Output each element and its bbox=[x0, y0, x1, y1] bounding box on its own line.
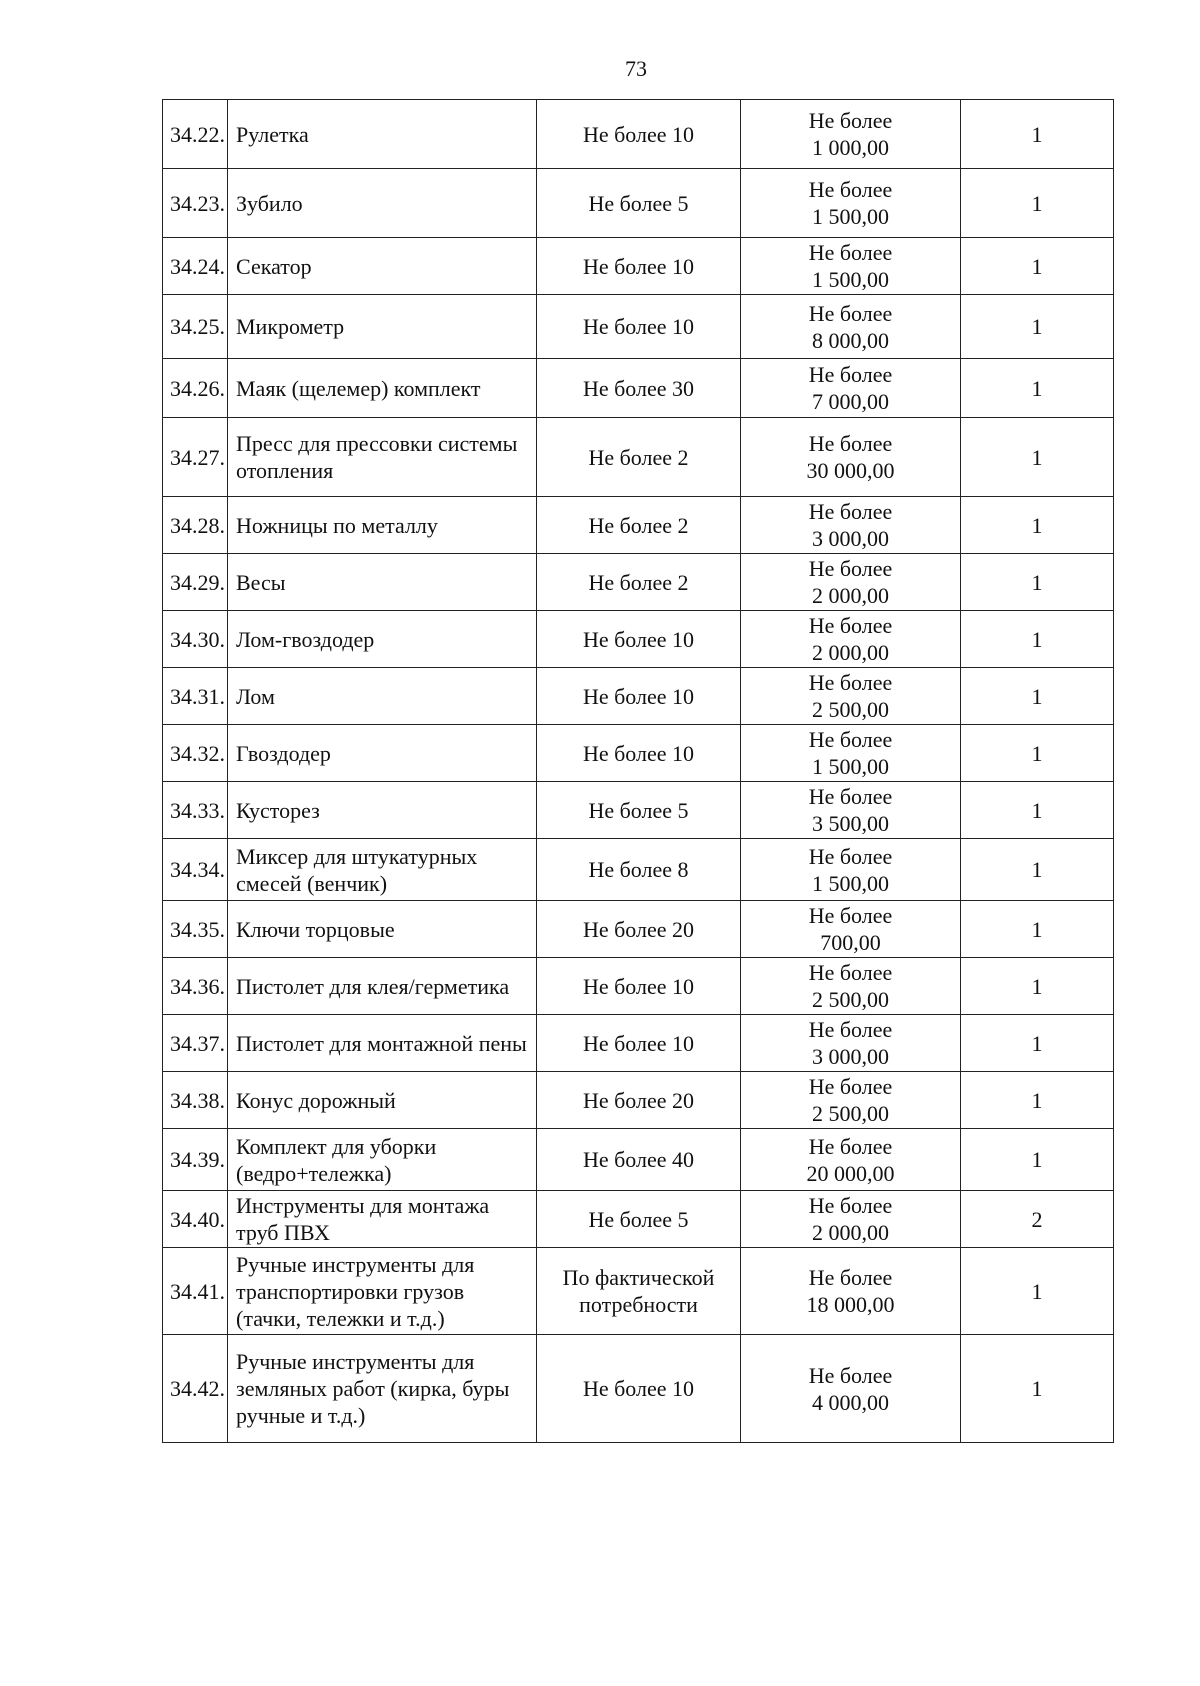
item-term: 1 bbox=[961, 1129, 1114, 1191]
item-quantity: Не более 8 bbox=[537, 839, 741, 901]
item-number: 34.27. bbox=[163, 418, 228, 497]
table-row bbox=[163, 359, 1114, 418]
item-number: 34.39. bbox=[163, 1129, 228, 1191]
item-term: 1 bbox=[961, 901, 1114, 958]
item-price bbox=[741, 359, 961, 418]
item-term: 1 bbox=[961, 238, 1114, 295]
item-term: 2 bbox=[961, 1191, 1114, 1248]
table-row bbox=[163, 668, 1114, 725]
item-name: Ручные инструменты для земляных работ (кирка, буры ручные и т.д.) bbox=[228, 1335, 537, 1443]
item-price bbox=[741, 725, 961, 782]
item-price bbox=[741, 1072, 961, 1129]
item-quantity: Не более 2 bbox=[537, 418, 741, 497]
item-quantity: Не более 2 bbox=[537, 497, 741, 554]
item-price bbox=[741, 169, 961, 238]
item-name: Лом bbox=[228, 668, 537, 725]
price-value: 2 500,00 bbox=[812, 697, 889, 722]
price-value: 1 500,00 bbox=[812, 204, 889, 229]
item-term: 1 bbox=[961, 295, 1114, 359]
item-number: 34.40. bbox=[163, 1191, 228, 1248]
price-value: 30 000,00 bbox=[806, 458, 895, 483]
price-value: 1 000,00 bbox=[812, 135, 889, 160]
item-price bbox=[741, 782, 961, 839]
price-value: 8 000,00 bbox=[812, 327, 889, 353]
item-name: Пресс для прессовки системы отопления bbox=[228, 418, 537, 497]
item-name: Кусторез bbox=[228, 782, 537, 839]
item-price bbox=[741, 1191, 961, 1248]
item-term: 1 bbox=[961, 1248, 1114, 1335]
item-price bbox=[741, 295, 961, 359]
table-row bbox=[163, 725, 1114, 782]
item-name: Пистолет для клея/герметика bbox=[228, 958, 537, 1015]
price-value: 700,00 bbox=[820, 930, 881, 955]
table-row bbox=[163, 1129, 1114, 1191]
table-row bbox=[163, 497, 1114, 554]
item-name: Ручные инструменты для транспортировки грузов (тачки, тележки и т.д.) bbox=[228, 1248, 537, 1335]
item-quantity: По фактической потребности bbox=[537, 1248, 741, 1335]
item-quantity: Не более 20 bbox=[537, 901, 741, 958]
item-quantity: Не более 20 bbox=[537, 1072, 741, 1129]
table-row bbox=[163, 169, 1114, 238]
item-name: Ключи торцовые bbox=[228, 901, 537, 958]
item-term: 1 bbox=[961, 169, 1114, 238]
price-value: 20 000,00 bbox=[806, 1160, 895, 1186]
price-label: Не более bbox=[808, 1362, 893, 1388]
price-value: 3 500,00 bbox=[812, 811, 889, 836]
table-row bbox=[163, 1072, 1114, 1129]
table-row bbox=[163, 238, 1114, 295]
item-quantity: Не более 40 bbox=[537, 1129, 741, 1191]
item-number: 34.32. bbox=[163, 725, 228, 782]
table-row bbox=[163, 1191, 1114, 1248]
price-value: 1 500,00 bbox=[812, 754, 889, 779]
item-quantity: Не более 10 bbox=[537, 238, 741, 295]
price-label: Не более bbox=[808, 1017, 893, 1042]
item-number: 34.29. bbox=[163, 554, 228, 611]
table-row bbox=[163, 1248, 1114, 1335]
price-value: 2 000,00 bbox=[812, 583, 889, 608]
item-name: Комплект для уборки (ведро+тележка) bbox=[228, 1129, 537, 1191]
item-term: 1 bbox=[961, 100, 1114, 169]
item-price bbox=[741, 100, 961, 169]
item-term: 1 bbox=[961, 725, 1114, 782]
price-label: Не более bbox=[808, 499, 893, 524]
item-price bbox=[741, 554, 961, 611]
item-number: 34.24. bbox=[163, 238, 228, 295]
item-term: 1 bbox=[961, 418, 1114, 497]
item-name: Лом-гвоздодер bbox=[228, 611, 537, 668]
item-name: Микрометр bbox=[228, 295, 537, 359]
price-label: Не более bbox=[808, 960, 893, 985]
item-quantity: Не более 5 bbox=[537, 782, 741, 839]
price-value: 2 500,00 bbox=[812, 1101, 889, 1126]
item-term: 1 bbox=[961, 958, 1114, 1015]
table-row bbox=[163, 418, 1114, 497]
item-quantity: Не более 5 bbox=[537, 169, 741, 238]
price-label: Не более bbox=[808, 1193, 893, 1218]
price-label: Не более bbox=[808, 670, 893, 695]
item-term: 1 bbox=[961, 839, 1114, 901]
item-number: 34.41. bbox=[163, 1248, 228, 1335]
item-term: 1 bbox=[961, 611, 1114, 668]
price-value: 18 000,00 bbox=[806, 1292, 895, 1317]
table-row bbox=[163, 100, 1114, 169]
item-number: 34.42. bbox=[163, 1335, 228, 1443]
item-name: Рулетка bbox=[228, 100, 537, 169]
item-term: 1 bbox=[961, 497, 1114, 554]
price-label: Не более bbox=[808, 556, 893, 581]
item-number: 34.22. bbox=[163, 100, 228, 169]
item-number: 34.36. bbox=[163, 958, 228, 1015]
price-label: Не более bbox=[808, 300, 893, 326]
price-label: Не более bbox=[808, 903, 893, 928]
item-price bbox=[741, 958, 961, 1015]
item-quantity: Не более 30 bbox=[537, 359, 741, 418]
item-name: Конус дорожный bbox=[228, 1072, 537, 1129]
equipment-table bbox=[162, 99, 1114, 1443]
price-label: Не более bbox=[808, 177, 893, 202]
item-number: 34.34. bbox=[163, 839, 228, 901]
item-number: 34.38. bbox=[163, 1072, 228, 1129]
item-number: 34.31. bbox=[163, 668, 228, 725]
item-number: 34.23. bbox=[163, 169, 228, 238]
table-row bbox=[163, 782, 1114, 839]
price-label: Не более bbox=[808, 613, 893, 638]
item-quantity: Не более 10 bbox=[537, 100, 741, 169]
item-price bbox=[741, 668, 961, 725]
table-row bbox=[163, 611, 1114, 668]
table-row bbox=[163, 295, 1114, 359]
item-term: 1 bbox=[961, 1335, 1114, 1443]
item-name: Ножницы по металлу bbox=[228, 497, 537, 554]
item-name: Весы bbox=[228, 554, 537, 611]
price-value: 2 000,00 bbox=[812, 1220, 889, 1245]
item-number: 34.37. bbox=[163, 1015, 228, 1072]
price-value: 3 000,00 bbox=[812, 1044, 889, 1069]
item-term: 1 bbox=[961, 782, 1114, 839]
item-price bbox=[741, 839, 961, 901]
item-name: Пистолет для монтажной пены bbox=[228, 1015, 537, 1072]
price-value: 4 000,00 bbox=[812, 1389, 889, 1415]
item-quantity: Не более 10 bbox=[537, 611, 741, 668]
item-quantity: Не более 10 bbox=[537, 725, 741, 782]
price-value: 7 000,00 bbox=[812, 389, 889, 414]
item-name: Зубило bbox=[228, 169, 537, 238]
price-value: 2 500,00 bbox=[812, 987, 889, 1012]
price-label: Не более bbox=[808, 1074, 893, 1099]
item-price bbox=[741, 418, 961, 497]
item-number: 34.30. bbox=[163, 611, 228, 668]
item-number: 34.25. bbox=[163, 295, 228, 359]
item-term: 1 bbox=[961, 668, 1114, 725]
item-quantity: Не более 10 bbox=[537, 668, 741, 725]
price-label: Не более bbox=[808, 727, 893, 752]
table-body bbox=[163, 100, 1114, 1443]
item-term: 1 bbox=[961, 554, 1114, 611]
table-row bbox=[163, 1015, 1114, 1072]
item-price bbox=[741, 611, 961, 668]
item-quantity: Не более 10 bbox=[537, 295, 741, 359]
price-value: 1 500,00 bbox=[812, 267, 889, 292]
item-number: 34.35. bbox=[163, 901, 228, 958]
item-price bbox=[741, 1015, 961, 1072]
item-price bbox=[741, 238, 961, 295]
item-term: 1 bbox=[961, 359, 1114, 418]
item-name: Секатор bbox=[228, 238, 537, 295]
price-label: Не более bbox=[808, 431, 893, 456]
item-price bbox=[741, 1335, 961, 1443]
table-row bbox=[163, 1335, 1114, 1443]
item-name: Гвоздодер bbox=[228, 725, 537, 782]
item-price bbox=[741, 497, 961, 554]
price-label: Не более bbox=[808, 362, 893, 387]
item-number: 34.33. bbox=[163, 782, 228, 839]
table-row bbox=[163, 958, 1114, 1015]
item-quantity: Не более 2 bbox=[537, 554, 741, 611]
price-label: Не более bbox=[808, 784, 893, 809]
price-label: Не более bbox=[808, 1133, 893, 1159]
item-name: Маяк (щелемер) комплект bbox=[228, 359, 537, 418]
table-row bbox=[163, 554, 1114, 611]
page-number: 73 bbox=[625, 56, 647, 81]
table-row bbox=[163, 839, 1114, 901]
table-row bbox=[163, 901, 1114, 958]
item-quantity: Не более 10 bbox=[537, 1335, 741, 1443]
item-quantity: Не более 10 bbox=[537, 958, 741, 1015]
price-label: Не более bbox=[808, 108, 893, 133]
item-term: 1 bbox=[961, 1015, 1114, 1072]
item-term: 1 bbox=[961, 1072, 1114, 1129]
item-quantity: Не более 5 bbox=[537, 1191, 741, 1248]
item-quantity: Не более 10 bbox=[537, 1015, 741, 1072]
price-value: 1 500,00 bbox=[812, 870, 889, 896]
item-number: 34.26. bbox=[163, 359, 228, 418]
item-name: Инструменты для монтажа труб ПВХ bbox=[228, 1191, 537, 1248]
price-label: Не более bbox=[808, 1265, 893, 1290]
item-number: 34.28. bbox=[163, 497, 228, 554]
item-price bbox=[741, 901, 961, 958]
item-price bbox=[741, 1248, 961, 1335]
item-price bbox=[741, 1129, 961, 1191]
price-value: 3 000,00 bbox=[812, 526, 889, 551]
price-value: 2 000,00 bbox=[812, 640, 889, 665]
price-label: Не более bbox=[808, 843, 893, 869]
price-label: Не более bbox=[808, 240, 893, 265]
item-name: Миксер для штукатурных смесей (венчик) bbox=[228, 839, 537, 901]
